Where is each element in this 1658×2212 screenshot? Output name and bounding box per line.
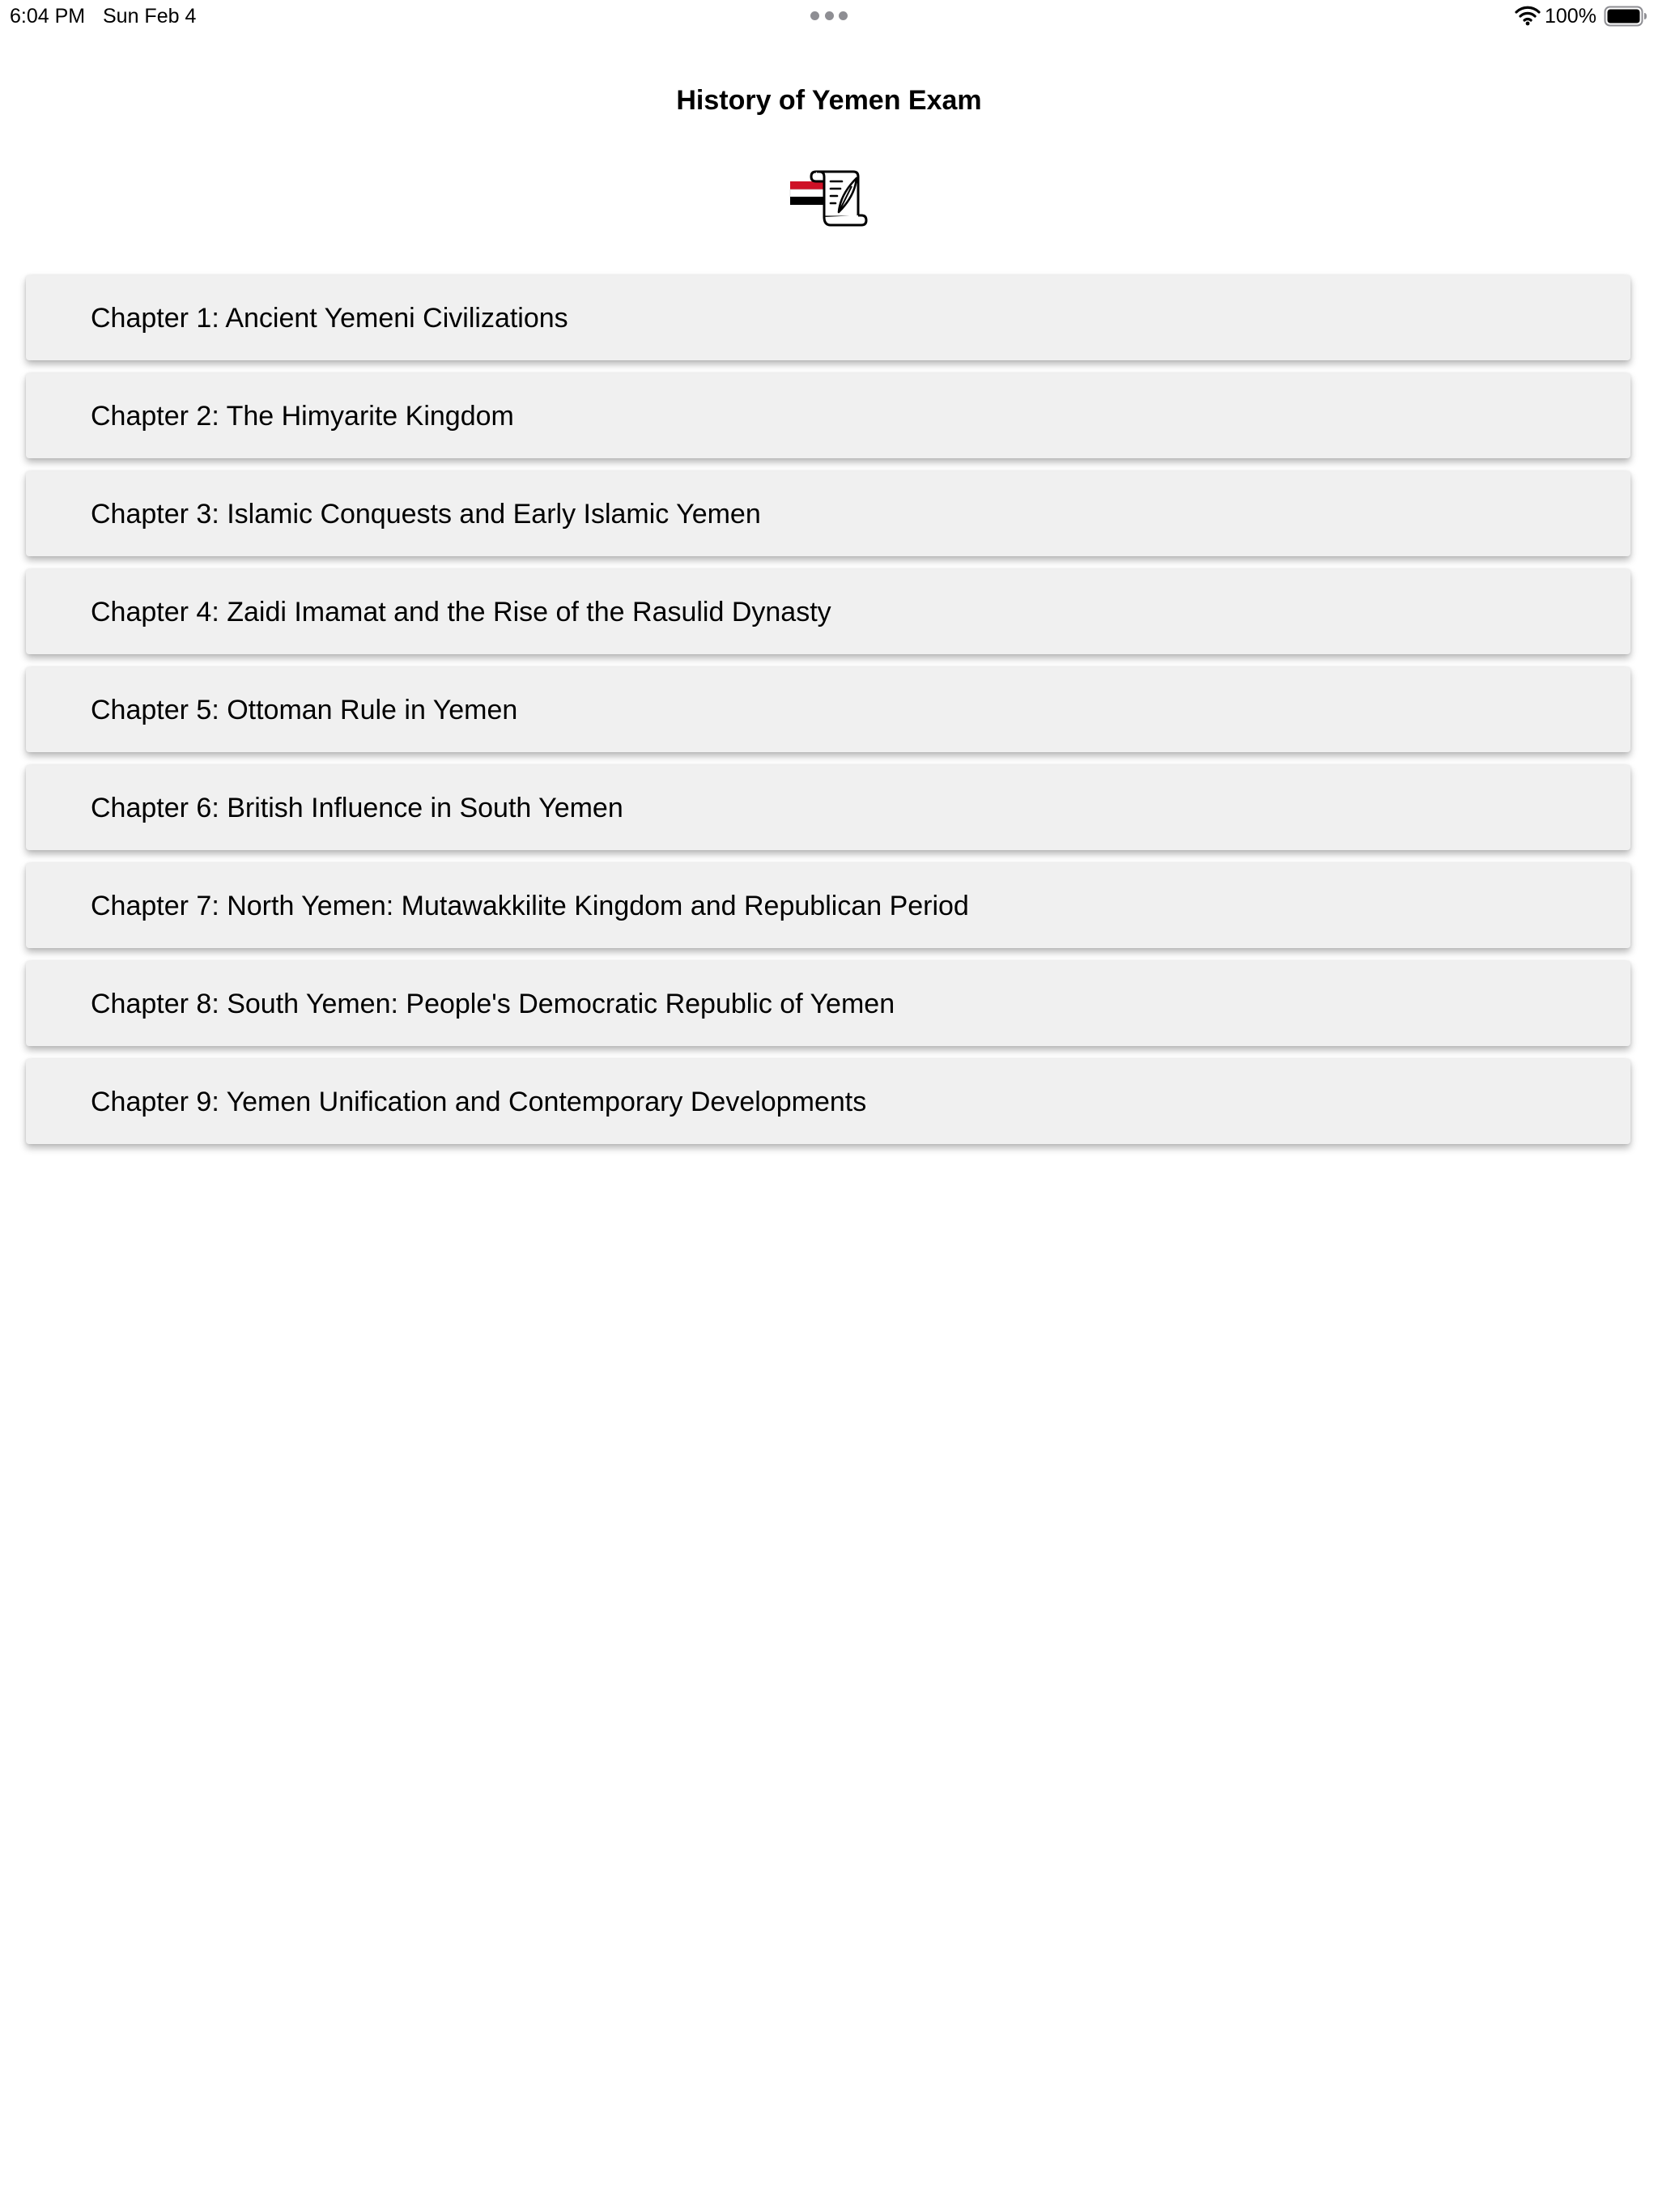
chapter-label: Chapter 2: The Himyarite Kingdom — [91, 400, 514, 432]
status-time: 6:04 PM — [10, 5, 86, 28]
chapter-list — [26, 275, 1630, 1157]
chapter-label: Chapter 5: Ottoman Rule in Yemen — [91, 694, 518, 725]
chapter-item-4[interactable] — [26, 569, 1630, 654]
chapter-label: Chapter 8: South Yemen: People's Democratic Republic of Yemen — [91, 988, 895, 1019]
multitasking-dots-icon[interactable] — [810, 11, 848, 21]
chapter-item-1[interactable] — [26, 275, 1630, 360]
battery-percentage: 100% — [1545, 5, 1596, 28]
chapter-label: Chapter 4: Zaidi Imamat and the Rise of the Rasulid Dynasty — [91, 596, 831, 627]
chapter-item-6[interactable] — [26, 765, 1630, 850]
chapter-item-7[interactable] — [26, 863, 1630, 948]
chapter-label: Chapter 1: Ancient Yemeni Civilizations — [91, 302, 568, 334]
chapter-item-3[interactable] — [26, 471, 1630, 556]
chapter-item-2[interactable] — [26, 373, 1630, 458]
chapter-item-9[interactable] — [26, 1059, 1630, 1144]
chapter-item-8[interactable] — [26, 961, 1630, 1046]
status-bar — [0, 0, 1658, 34]
status-date: Sun Feb 4 — [103, 5, 197, 28]
chapter-item-5[interactable] — [26, 667, 1630, 752]
chapter-label: Chapter 3: Islamic Conquests and Early Islamic Yemen — [91, 498, 761, 530]
chapter-label: Chapter 6: British Influence in South Yemen — [91, 792, 623, 823]
chapter-label: Chapter 9: Yemen Unification and Contemporary Developments — [91, 1086, 867, 1117]
battery-icon — [1604, 6, 1647, 27]
page-title: History of Yemen Exam — [676, 85, 982, 116]
chapter-label: Chapter 7: North Yemen: Mutawakkilite Kingdom and Republican Period — [91, 890, 969, 921]
yemen-flag-scroll-logo-icon — [789, 167, 869, 227]
wifi-icon — [1515, 5, 1541, 26]
